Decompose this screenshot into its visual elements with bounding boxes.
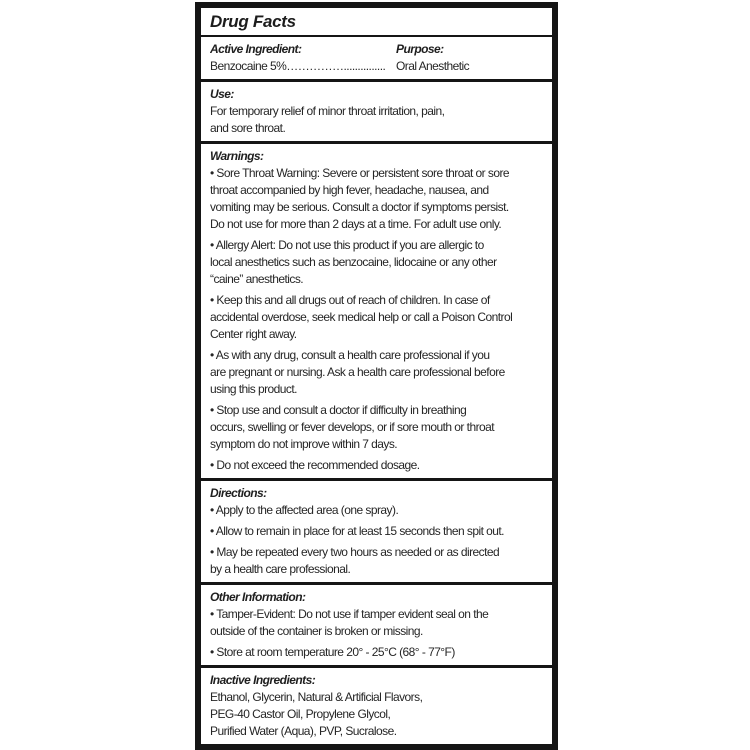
inactive-ingredients-heading: Inactive Ingredients: (210, 673, 316, 687)
section-active-ingredient (201, 37, 552, 79)
section-inactive-ingredients (201, 668, 552, 744)
warning-paragraph-sore-throat (210, 165, 547, 233)
text-line: • Apply to the affected area (one spray). (210, 503, 399, 517)
text-line: occurs, swelling or fever develops, or if sore mouth or throat (210, 420, 495, 434)
direction-step (210, 523, 547, 540)
active-ingredient-value-row (210, 58, 547, 75)
direction-step (210, 502, 547, 519)
text-line: symptom do not improve within 7 days. (210, 437, 398, 451)
text-line: Purified Water (Aqua), PVP, Sucralose. (210, 724, 397, 738)
directions-heading: Directions: (210, 486, 267, 500)
text-line: vomiting may be serious. Consult a doctor if symptoms persist. (210, 200, 509, 214)
text-line: • Do not exceed the recommended dosage. (210, 458, 420, 472)
section-other-information (201, 585, 552, 665)
ingredient-name: Benzocaine 5% (210, 59, 287, 73)
text-line: • Store at room temperature 20° - 25°C (68° - 77°F) (210, 645, 455, 659)
text-line: local anesthetics such as benzocaine, lidocaine or any other (210, 255, 497, 269)
purpose-value: Oral Anesthetic (396, 59, 470, 73)
warnings-heading: Warnings: (210, 149, 264, 163)
text-line: Center right away. (210, 327, 297, 341)
warning-paragraph-allergy-alert (210, 237, 547, 288)
use-heading: Use: (210, 87, 234, 101)
text-line: • May be repeated every two hours as needed or as directed (210, 545, 500, 559)
other-information-heading: Other Information: (210, 590, 306, 604)
text-line: • As with any drug, consult a health care professional if you (210, 348, 490, 362)
section-directions (201, 481, 552, 582)
text-line: • Allow to remain in place for at least 15 seconds then spit out. (210, 524, 504, 538)
drug-facts-label (195, 2, 558, 750)
warning-paragraph-pregnancy (210, 347, 547, 398)
text-line: • Keep this and all drugs out of reach of children. In case of (210, 293, 490, 307)
text-line: are pregnant or nursing. Ask a health care professional before (210, 365, 505, 379)
text-line: PEG-40 Castor Oil, Propylene Glycol, (210, 707, 391, 721)
purpose-heading: Purpose: (396, 42, 444, 56)
section-title (201, 8, 552, 35)
text-line: • Sore Throat Warning: Severe or persistent sore throat or sore (210, 166, 510, 180)
other-info-item-storage (210, 644, 547, 661)
warning-paragraph-stop-use (210, 402, 547, 453)
text-line: using this product. (210, 382, 297, 396)
text-line: Ethanol, Glycerin, Natural & Artificial Flavors, (210, 690, 423, 704)
text-line: • Stop use and consult a doctor if difficulty in breathing (210, 403, 467, 417)
section-use (201, 82, 552, 141)
text-line: • Allergy Alert: Do not use this product if you are allergic to (210, 238, 484, 252)
drug-facts-title: Drug Facts (210, 12, 296, 31)
active-ingredient-header-row (210, 41, 547, 58)
section-warnings (201, 144, 552, 478)
text-line: • Tamper-Evident: Do not use if tamper evident seal on the (210, 607, 489, 621)
text-line: For temporary relief of minor throat irritation, pain, (210, 104, 445, 118)
text-line: accidental overdose, seek medical help or call a Poison Control (210, 310, 513, 324)
text-line: and sore throat. (210, 121, 286, 135)
leader-dots: ……………............... (286, 59, 386, 73)
text-line: Do not use for more than 2 days at a time. For adult use only. (210, 217, 502, 231)
warning-paragraph-dosage (210, 457, 547, 474)
text-line: “caine” anesthetics. (210, 272, 304, 286)
text-line: by a health care professional. (210, 562, 351, 576)
text-line: throat accompanied by high fever, headache, nausea, and (210, 183, 489, 197)
direction-step (210, 544, 547, 578)
warning-paragraph-keep-away (210, 292, 547, 343)
ingredient-with-leader (210, 58, 396, 75)
text-line: outside of the container is broken or missing. (210, 624, 423, 638)
active-ingredient-heading: Active Ingredient: (210, 42, 302, 56)
other-info-item-tamper (210, 606, 547, 640)
